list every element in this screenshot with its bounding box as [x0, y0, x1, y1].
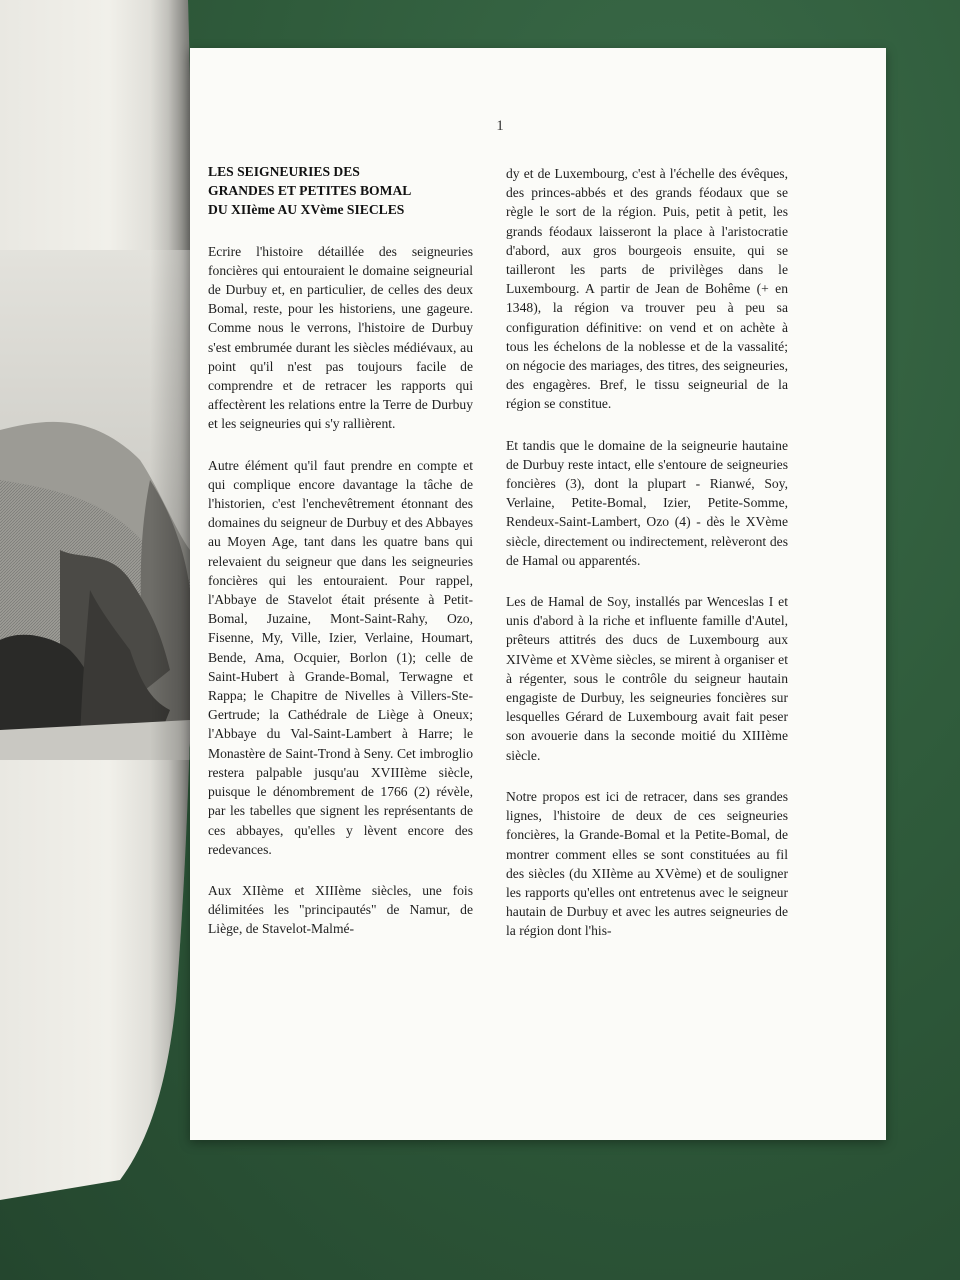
page-number: 1	[496, 118, 504, 134]
title-line: DU XIIème AU XVème SIECLES	[208, 202, 405, 218]
paragraph: Les de Hamal de Soy, installés par Wenceslas I et unis d'abord à la riche et influente famille d'Autel, prêteurs attitrés des ducs de Luxembourg aux XIVème et XVème siècles, se mirent à organiser et à régenter, sous le contrôle du seigneur hautain engagiste de Durbuy, les seigneuries foncières sur lesquelles Gérard de Luxembourg avait fait peser son avouerie dans la seconde moitié du XIIIème siècle.	[506, 594, 788, 763]
title-line: GRANDES ET PETITES BOMAL	[208, 183, 412, 199]
paragraph: Notre propos est ici de retracer, dans ses grandes lignes, l'histoire de deux de ces seigneuries foncières, la Grande-Bomal et la Petite-Bomal, de montrer comment elles se sont constituées au fil des siècles (du XIIème au XVème) et de souligner les rapports qu'elles ont entretenus avec le seigneur hautain de Durbuy et avec les autres seigneuries de la région dont l'his-	[506, 788, 788, 939]
paragraph: Ecrire l'histoire détaillée des seigneuries foncières qui entouraient le domaine seigneurial de Durbuy et, en particulier, de celles des deux Bomal, reste, pour les historiens, une gageure. Comme nous le verrons, l'histoire de Durbuy s'est embrumée durant les siècles médiévaux, au point qu'il n'est pas toujours facile de comprendre et de retracer les rapports qui affectèrent les relations entre la Terre de Durbuy et les seigneuries qui s'y rallièrent.	[208, 243, 473, 432]
paragraph: Autre élément qu'il faut prendre en compte et qui complique encore davantage la tâche de l'historien, c'est l'enchevêtrement étonnant des domaines du seigneur de Durbuy et des Abbayes au Moyen Age, tant dans les quatre bans qui relevaient du seigneur que dans les seigneuries foncières qui les entouraient. Pour rappel, l'Abbaye de Stavelot était présente à Petit-Bomal, Juzaine, Mont-Saint-Rahy, Ozo, Fisenne, My, Ville, Izier, Verlaine, Houmart, Bende, Ama, Ocquier, Borlon (1); celle de Saint-Hubert à Grande-Bomal, Terwagne et Rappa; le Chapitre de Nivelles à Villers-Ste-Gertrude; la Cathédrale de Liège à Oneux; l'Abbaye du Val-Saint-Lambert à Harre; le Monastère de Saint-Trond à Seny. Cet imbroglio restera palpable jusqu'au XVIIIème siècle, puisque le dénombrement de 1766 (2) révèle, par les tabelles que signent les représentants de ces abbayes, qu'elles y lèvent encore des redevances.	[208, 457, 473, 857]
right-column	[506, 164, 788, 941]
book-page	[190, 48, 886, 1140]
paragraph: dy et de Luxembourg, c'est à l'échelle des évêques, des princes-abbés et des grands féodaux que se règle le sort de la région. Puis, petit à petit, les grands féodaux laisseront la place à l'aristocratie d'abord, aux gros bourgeois ensuite, qui se tailleront les parts de privilèges dans le Luxembourg. A partir de Jean de Bohême (+ en 1348), la région va trouver peu à peu sa configuration définitive: on vend et on achète à tous les échelons de la noblesse et de la vassalité; on négocie des mariages, des titres, des seigneuries, des engagères. Bref, le tissu seigneurial de la région se constitue.	[506, 166, 788, 412]
paragraph: Aux XIIème et XIIIème siècles, une fois délimitées les "principautés" de Namur, de Liège, de Stavelot-Malmé-	[208, 882, 473, 937]
article-title	[208, 162, 473, 220]
paragraph: Et tandis que le domaine de la seigneurie hautaine de Durbuy reste intact, elle s'entoure de seigneuries foncières (3), dont la plupart - Rianwé, Soy, Verlaine, Petite-Bomal, Izier, Petite-Somme, Rendeux-Saint-Lambert, Ozo (4) - dès le XVème siècle, directement ou indirectement, relèveront des de Hamal ou apparentés.	[506, 437, 788, 568]
title-line: LES SEIGNEURIES DES	[208, 164, 360, 179]
left-column	[208, 162, 473, 939]
